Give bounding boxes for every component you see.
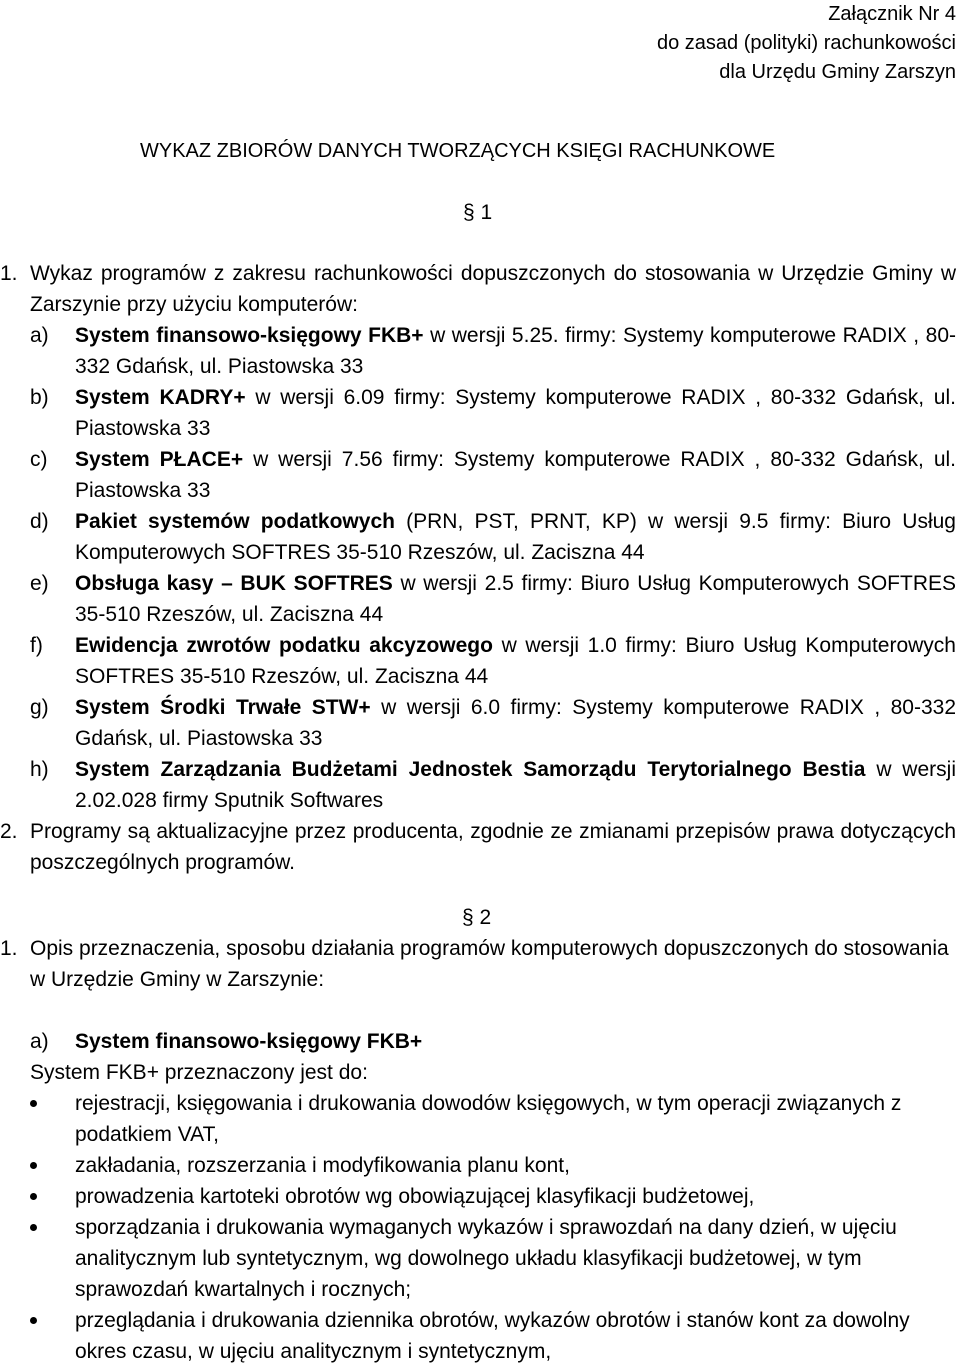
system-label: f) [30, 634, 43, 657]
system-details: w wersji 5.25. firmy: Systemy komputerowe RADIX , 80-332 Gdańsk, ul. Piastowska 33 [75, 324, 957, 378]
item-number: 1. [0, 937, 18, 960]
system-details: w wersji 7.56 firmy: Systemy komputerowe RADIX , 80-332 Gdańsk, ul. Piastowska 33 [75, 448, 956, 502]
bullet-icon [30, 1088, 75, 1150]
document-title: WYKAZ ZBIORÓW DANYCH TWORZĄCYCH KSIĘGI RACHUNKOWE [140, 140, 776, 162]
item-text: Wykaz programów z zakresu rachunkowości dopuszczonych do stosowania w Urzędzie Gminy w Zarszynie przy użyciu komputerów: [30, 262, 956, 316]
system-item-b [0, 382, 956, 444]
system-label: d) [30, 510, 49, 533]
system-name: System Środki Trwałe STW+ [75, 696, 371, 719]
fkb-intro: System FKB+ przeznaczony jest do: [30, 1061, 368, 1084]
annex-line-1: Załącznik Nr 4 [828, 3, 956, 25]
section-2-intro [0, 933, 956, 995]
system-label: c) [30, 448, 48, 471]
system-item-a [0, 320, 956, 382]
list-item: prowadzenia kartoteki obrotów wg obowiązującej klasyfikacji budżetowej, [30, 1181, 956, 1212]
system-label: e) [30, 572, 49, 595]
system-item-c [0, 444, 956, 506]
system-name: Ewidencja zwrotów podatku akcyzowego [75, 634, 493, 657]
item-text: Opis przeznaczenia, sposobu działania programów komputerowych dopuszczonych do stosowania w Urzędzie Gminy w Zarszynie: [30, 937, 949, 991]
system-details: w wersji 6.0 firmy: Systemy komputerowe RADIX , 80-332 Gdańsk, ul. Piastowska 33 [75, 696, 956, 750]
system-name: System finansowo-księgowy FKB+ [75, 324, 424, 347]
bullet-icon [30, 1181, 75, 1212]
system-label: h) [30, 758, 49, 781]
section-1-body [0, 258, 956, 878]
section-2-mark: § 2 [462, 906, 492, 929]
system-item-d [0, 506, 956, 568]
system-item-e [0, 568, 956, 630]
bullet-icon [30, 1212, 75, 1305]
subsection-title: System finansowo-księgowy FKB+ [75, 1030, 423, 1053]
list-item: rejestracji, księgowania i drukowania dowodów księgowych, w tym operacji związanych z podatkiem VAT, [30, 1088, 956, 1150]
system-name: Pakiet systemów podatkowych [75, 510, 395, 533]
item-number: 1. [0, 262, 18, 285]
item-text: Programy są aktualizacyjne przez producenta, zgodnie ze zmianami przepisów prawa dotyczących poszczególnych programów. [30, 820, 956, 874]
system-name: System KADRY+ [75, 386, 246, 409]
section-1-item-2 [0, 816, 956, 878]
annex-line-2: do zasad (polityki) rachunkowości [656, 32, 956, 54]
system-label: b) [30, 386, 49, 409]
system-item-f [0, 630, 956, 692]
bullet-icon [30, 1305, 75, 1367]
list-item: sporządzania i drukowania wymaganych wykazów i sprawozdań na dany dzień, w ujęciu analitycznym lub syntetycznym, wg dowolnego układu klasyfikacji budżetowej, w tym sprawozdań kwartalnych i rocznych; [30, 1212, 956, 1305]
subsection-label: a) [30, 1030, 49, 1053]
system-label: a) [30, 324, 49, 347]
section-1-mark: § 1 [463, 201, 493, 224]
system-item-h [0, 754, 956, 816]
system-details: w wersji 2.5 firmy: Biuro Usług Komputerowych SOFTRES 35-510 Rzeszów, ul. Zaciszna 44 [75, 572, 956, 626]
systems-list [0, 320, 956, 816]
annex-header [657, 0, 956, 87]
system-name: System PŁACE+ [75, 448, 244, 471]
section-2-item-1 [0, 933, 956, 995]
system-name: System Zarządzania Budżetami Jednostek Samorządu Terytorialnego Bestia [75, 758, 866, 781]
fkb-features-list [30, 1088, 956, 1367]
system-item-g [0, 692, 956, 754]
bullet-icon [30, 1150, 75, 1181]
system-details: (PRN, PST, PRNT, KP) w wersji 9.5 firmy: Biuro Usług Komputerowych SOFTRES 35-510 Rzeszów, ul. Zaciszna 44 [75, 510, 956, 564]
list-item: zakładania, rozszerzania i modyfikowania planu kont, [30, 1150, 956, 1181]
system-label: g) [30, 696, 49, 719]
list-item: przeglądania i drukowania dziennika obrotów, wykazów obrotów i stanów kont za dowolny okres czasu, w ujęciu analitycznym i syntetycznym, [30, 1305, 956, 1367]
item-number: 2. [0, 820, 18, 843]
system-details: w wersji 2.02.028 firmy Sputnik Softwares [75, 758, 956, 812]
system-details: w wersji 6.09 firmy: Systemy komputerowe RADIX , 80-332 Gdańsk, ul. Piastowska 33 [75, 386, 956, 440]
annex-line-3: dla Urzędu Gminy Zarszyn [719, 61, 956, 83]
system-name: Obsługa kasy – BUK SOFTRES [75, 572, 393, 595]
subsection-a-heading [30, 1026, 956, 1057]
system-details: w wersji 1.0 firmy: Biuro Usług Komputerowych SOFTRES 35-510 Rzeszów, ul. Zaciszna 44 [75, 634, 956, 688]
section-1-item-1 [0, 258, 956, 320]
